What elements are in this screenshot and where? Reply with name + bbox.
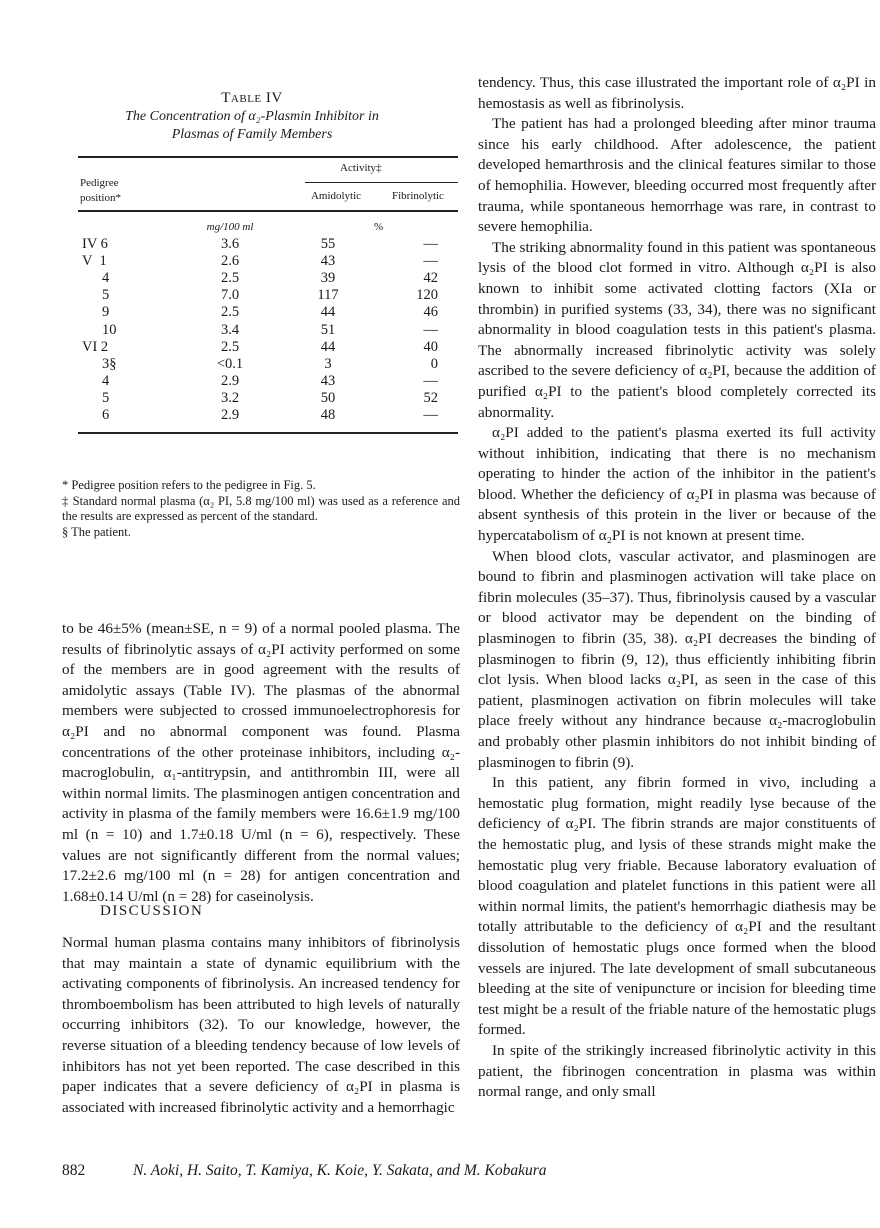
header-pedigree-position: [80, 176, 121, 206]
section-heading-discussion: DISCUSSION: [100, 903, 204, 919]
cell-amidolytic: 117: [317, 287, 339, 304]
cell-fibrinolytic: —: [423, 321, 438, 338]
cell-concentration: 2.9: [220, 372, 240, 389]
table-footnotes: [62, 478, 460, 540]
body-paragraph: The striking abnormality found in this patient was spontaneous lysis of the blood clot formed in vitro. Although α₂PI is also known to inhibit some activated clotting factors (XIa or thrombin) in purified systems (33, 34), there was no significant abnormality in blood coagulation tests in this patient's plasma. The abnormally increased fibrinolytic activity was solely ascribed to the severe deficiency of α₂PI, because the addition of purified α₂PI to the patient's blood completely corrected its abnormality.: [478, 238, 876, 421]
table-title: [62, 108, 442, 144]
header-line: Pedigree: [80, 177, 119, 189]
footnote: § The patient.: [62, 524, 131, 539]
left-column-bottom: [62, 933, 460, 1118]
cell-amidolytic: 3: [324, 355, 332, 372]
cell-fibrinolytic: 40: [423, 338, 438, 355]
cell-amidolytic: 39: [320, 270, 336, 287]
table-title-line: The Concentration of α₂-Plasmin Inhibitor in: [125, 109, 379, 124]
units-concentration: mg/100 ml: [206, 221, 254, 233]
cell-position: 4: [102, 270, 110, 287]
cell-fibrinolytic: —: [423, 407, 438, 423]
body-paragraph: In this patient, any fibrin formed in vivo, including a hemostatic plug formation, might readily lyse because of the deficiency of α₂PI. The fibrin strands are major constituents of the hemostatic plug, and lysis of these strands might make the hemostatic plug very friable. Because laboratory evaluation of blood coagulation and platelet functions in this patient were all within normal limits, the patient's hemorrhagic diathesis may be totally attributable to the deficiency of α₂PI and the resultant dissolution of hemostatic plugs once formed when the blood vessels are injured. The late development of small subcutaneous bleeding at the site of venipuncture or incision for bleeding time test might be a result of the friable nature of the hemostatic plugs formed.: [478, 774, 876, 1039]
cell-concentration: 3.6: [220, 236, 240, 252]
cell-concentration: 2.5: [220, 270, 240, 287]
cell-fibrinolytic: 42: [423, 270, 438, 287]
table-row: [78, 253, 458, 270]
table-row: [78, 373, 458, 390]
cell-concentration: 7.0: [220, 287, 240, 304]
units-activity: %: [374, 221, 384, 233]
body-paragraph: When blood clots, vascular activator, and plasminogen are bound to fibrin and plasminogen activation will take place on fibrin molecules (35–37). Thus, fibrinolysis caused by a vascular or blood activator may be dependent on the binding of plasminogen to fibrin (35, 38). α₂PI decreases the binding of plasminogen to fibrin (9, 12), thus efficiently inhibiting fibrin clot lysis. When blood lacks α₂PI, as seen in the case of this patient, plasminogen activation on fibrin molecules will take place freely without any hindrance because α₂-macroglobulin and probably other plasmin inhibitors do not inhibit binding of plasminogen to fibrin (9).: [478, 547, 876, 771]
cell-position: 3§: [102, 355, 117, 372]
cell-position: 5: [102, 287, 110, 304]
table-row: [78, 304, 458, 321]
header-activity: Activity‡: [340, 162, 382, 174]
header-amidolytic: Amidolytic: [310, 190, 362, 202]
cell-concentration: 2.6: [220, 253, 240, 270]
cell-position: 6: [102, 407, 110, 423]
table-row: [78, 356, 458, 373]
table-row: [78, 287, 458, 304]
header-fibrinolytic: Fibrinolytic: [392, 190, 444, 202]
page-number: 882: [62, 1162, 86, 1179]
table-row: [78, 339, 458, 356]
table-label-text: Table IV: [221, 90, 283, 106]
cell-fibrinolytic: 52: [423, 389, 438, 406]
cell-fibrinolytic: —: [423, 253, 438, 270]
cell-position: 10: [102, 321, 117, 338]
body-paragraph: to be 46±5% (mean±SE, n = 9) of a normal pooled plasma. The results of fibrinolytic assays of α₂PI activity performed on some of the members are in good agreement with the results of amidolytic assays (Table IV). The plasmas of the abnormal members were subjected to crossed immunoelectrophoresis for α₂PI and no abnormal component was found. Plasma concentrations of the other proteinase inhibitors, including α₂-macroglobulin, α₁-antitrypsin, and antithrombin III, were all within normal limits. The plasminogen antigen concentration and activity in plasma of the family members were 16.6±1.9 mg/100 ml (n = 10) and 1.7±0.18 U/ml (n = 6), respectively. These values are not significantly different from the normal values; 17.2±2.6 mg/100 ml (n = 28) for antigen concentration and 1.68±0.14 U/ml (n = 28) for caseinolysis.: [62, 620, 460, 905]
cell-amidolytic: 51: [320, 321, 336, 338]
table-label: [62, 90, 442, 107]
table-row: [78, 407, 458, 424]
body-paragraph: The patient has had a prolonged bleeding after minor trauma since his early childhood. After adolescence, the patient developed hemarthrosis and the clinical features similar to those of hemophilia. However, bleeding occurred most frequently after trauma, while spontaneous hemorrhage was rare, in contrast to severe hemophilia.: [478, 115, 876, 236]
body-paragraph: Normal human plasma contains many inhibitors of fibrinolysis that may maintain a state of dynamic equilibrium with the activating components of fibrinolysis. An increased tendency for thromboembolism has been attributed to high levels of naturally occurring inhibitors (32). To our knowledge, however, the reverse situation of a bleeding tendency because of low levels of inhibitors has not yet been reported. The case described in this paper indicates that a severe deficiency of α₂PI in plasma is associated with increased fibrinolytic activity and a hemorrhagic: [62, 934, 460, 1116]
running-footer-authors: N. Aoki, H. Saito, T. Kamiya, K. Koie, Y. Sakata, and M. Kobakura: [133, 1162, 547, 1179]
cell-position: VI 2: [82, 338, 109, 355]
cell-fibrinolytic: 0: [430, 355, 438, 372]
table-row: [78, 236, 458, 253]
right-column: [478, 73, 876, 1103]
cell-position: 5: [102, 389, 110, 406]
table-row: [78, 270, 458, 287]
table-bottom-rule: [78, 432, 458, 434]
table-top-rule: [78, 156, 458, 158]
body-paragraph: tendency. Thus, this case illustrated the important role of α₂PI in hemostasis as well as fibrinolysis.: [478, 74, 876, 112]
cell-position: IV 6: [82, 236, 108, 252]
body-paragraph: α₂PI added to the patient's plasma exerted its full activity without inhibition, indicating that there is no mechanism operating to hinder the action of the inhibitor in the patient's blood. Whether the deficiency of α₂PI in plasma was because of absent synthesis of this protein in the liver or because of the hypercatabolism of α₂PI is not known at present time.: [478, 424, 876, 545]
cell-amidolytic: 55: [320, 236, 336, 252]
activity-rule: [305, 182, 458, 183]
header-line: position*: [80, 192, 121, 204]
cell-concentration: <0.1: [216, 355, 244, 372]
cell-amidolytic: 44: [320, 304, 336, 321]
cell-position: 9: [102, 304, 110, 321]
table-row: [78, 390, 458, 407]
cell-amidolytic: 48: [320, 407, 336, 423]
cell-position: V 1: [82, 253, 107, 270]
cell-amidolytic: 50: [320, 389, 336, 406]
table-row: [78, 322, 458, 339]
body-paragraph: In spite of the strikingly increased fibrinolytic activity in this patient, the fibrinogen concentration in plasma was within normal range, and only small: [478, 1041, 876, 1101]
cell-concentration: 2.9: [220, 407, 240, 423]
cell-fibrinolytic: 120: [416, 287, 438, 304]
left-column-top: [62, 619, 460, 907]
cell-concentration: 3.4: [220, 321, 240, 338]
cell-concentration: 3.2: [220, 389, 240, 406]
cell-fibrinolytic: —: [423, 236, 438, 252]
cell-concentration: 2.5: [220, 338, 240, 355]
table-title-line: Plasmas of Family Members: [171, 127, 333, 142]
footnote: * Pedigree position refers to the pedigree in Fig. 5.: [62, 478, 316, 492]
cell-amidolytic: 44: [320, 338, 336, 355]
cell-concentration: 2.5: [220, 304, 240, 321]
header-bottom-rule: [78, 210, 458, 212]
cell-amidolytic: 43: [320, 253, 336, 270]
cell-fibrinolytic: 46: [423, 304, 438, 321]
cell-position: 4: [102, 372, 110, 389]
footnote: ‡ Standard normal plasma (α₂ PI, 5.8 mg/100 ml) was used as a reference and the results are expressed as percent of the standard.: [62, 493, 460, 523]
cell-amidolytic: 43: [320, 372, 336, 389]
cell-fibrinolytic: —: [423, 372, 438, 389]
